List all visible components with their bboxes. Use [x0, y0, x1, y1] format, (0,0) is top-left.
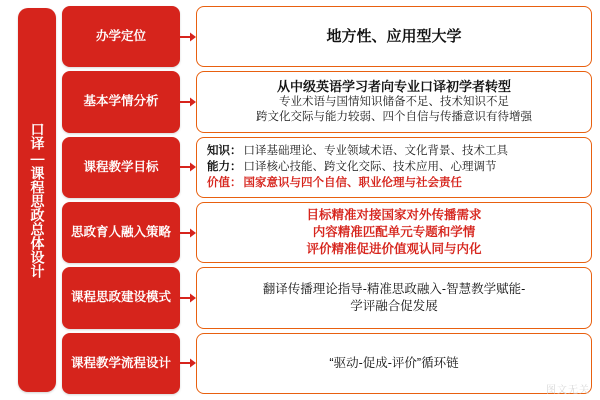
- goal-value: 口译核心技能、跨文化交际、技术应用、心理调节: [243, 161, 497, 174]
- content-line: 评价精准促进价值观认同与内化: [306, 242, 482, 257]
- connector-arrow: [180, 71, 196, 132]
- diagram-row: [62, 71, 592, 132]
- diagram-rows: [62, 6, 592, 394]
- diagram-row: [62, 267, 592, 328]
- goal-ability: [207, 159, 497, 175]
- row-label-teaching-process: 课程教学流程设计: [62, 333, 180, 394]
- connector-arrow: [180, 6, 196, 67]
- content-line: 内容精准匹配单元专题和学情: [312, 225, 476, 240]
- row-label-teaching-goals: 课程教学目标: [62, 137, 180, 198]
- diagram-row: [62, 202, 592, 263]
- goal-value: 国家意识与四个自信、职业伦理与社会责任: [243, 177, 462, 190]
- row-label-construction-mode: 课程思政建设模式: [62, 267, 180, 328]
- connector-arrow: [180, 267, 196, 328]
- content-line: 翻译传播理论指导-精准思政融入-智慧教学赋能-: [262, 281, 526, 296]
- row-label-orientation: 办学定位: [62, 6, 180, 67]
- content-line: 专业术语与国情知识储备不足、技术知识不足: [279, 95, 509, 108]
- connector-arrow: [180, 202, 196, 263]
- watermark-text: 图文无关: [546, 385, 590, 396]
- connector-arrow: [180, 333, 196, 394]
- goal-value: 口译基础理论、专业领域术语、文化背景、技术工具: [243, 145, 508, 158]
- goal-knowledge: [207, 143, 508, 159]
- content-line: 学评融合促发展: [350, 298, 438, 313]
- content-line: 从中级英语学习者向专业口译初学者转型: [276, 78, 511, 94]
- goal-values: [207, 175, 462, 191]
- diagram-title-text: 口译―课程思政总体设计: [29, 122, 46, 278]
- diagram-row: [62, 333, 592, 394]
- goal-key: 知识：: [207, 145, 242, 158]
- connector-arrow: [180, 137, 196, 198]
- row-content-ideology-strategy: [196, 202, 592, 263]
- diagram-row: [62, 6, 592, 67]
- diagram-row: [62, 137, 592, 198]
- row-content-teaching-goals: [196, 137, 592, 198]
- goal-key: 价值：: [207, 177, 242, 190]
- row-label-student-analysis: 基本学情分析: [62, 71, 180, 132]
- content-line: “驱动-促成-评价”循环链: [329, 355, 459, 370]
- content-line: 跨文化交际与能力较弱、四个自信与传播意识有待增强: [256, 110, 532, 123]
- row-content-orientation: [196, 6, 592, 67]
- row-content-construction-mode: [196, 267, 592, 328]
- diagram-title-bar: [18, 8, 56, 392]
- goal-key: 能力：: [207, 161, 242, 174]
- row-content-teaching-process: [196, 333, 592, 394]
- content-line: 目标精准对接国家对外传播需求: [306, 208, 482, 223]
- row-content-student-analysis: [196, 71, 592, 132]
- content-line: 地方性、应用型大学: [326, 27, 462, 45]
- row-label-ideology-strategy: 思政育人融入策略: [62, 202, 180, 263]
